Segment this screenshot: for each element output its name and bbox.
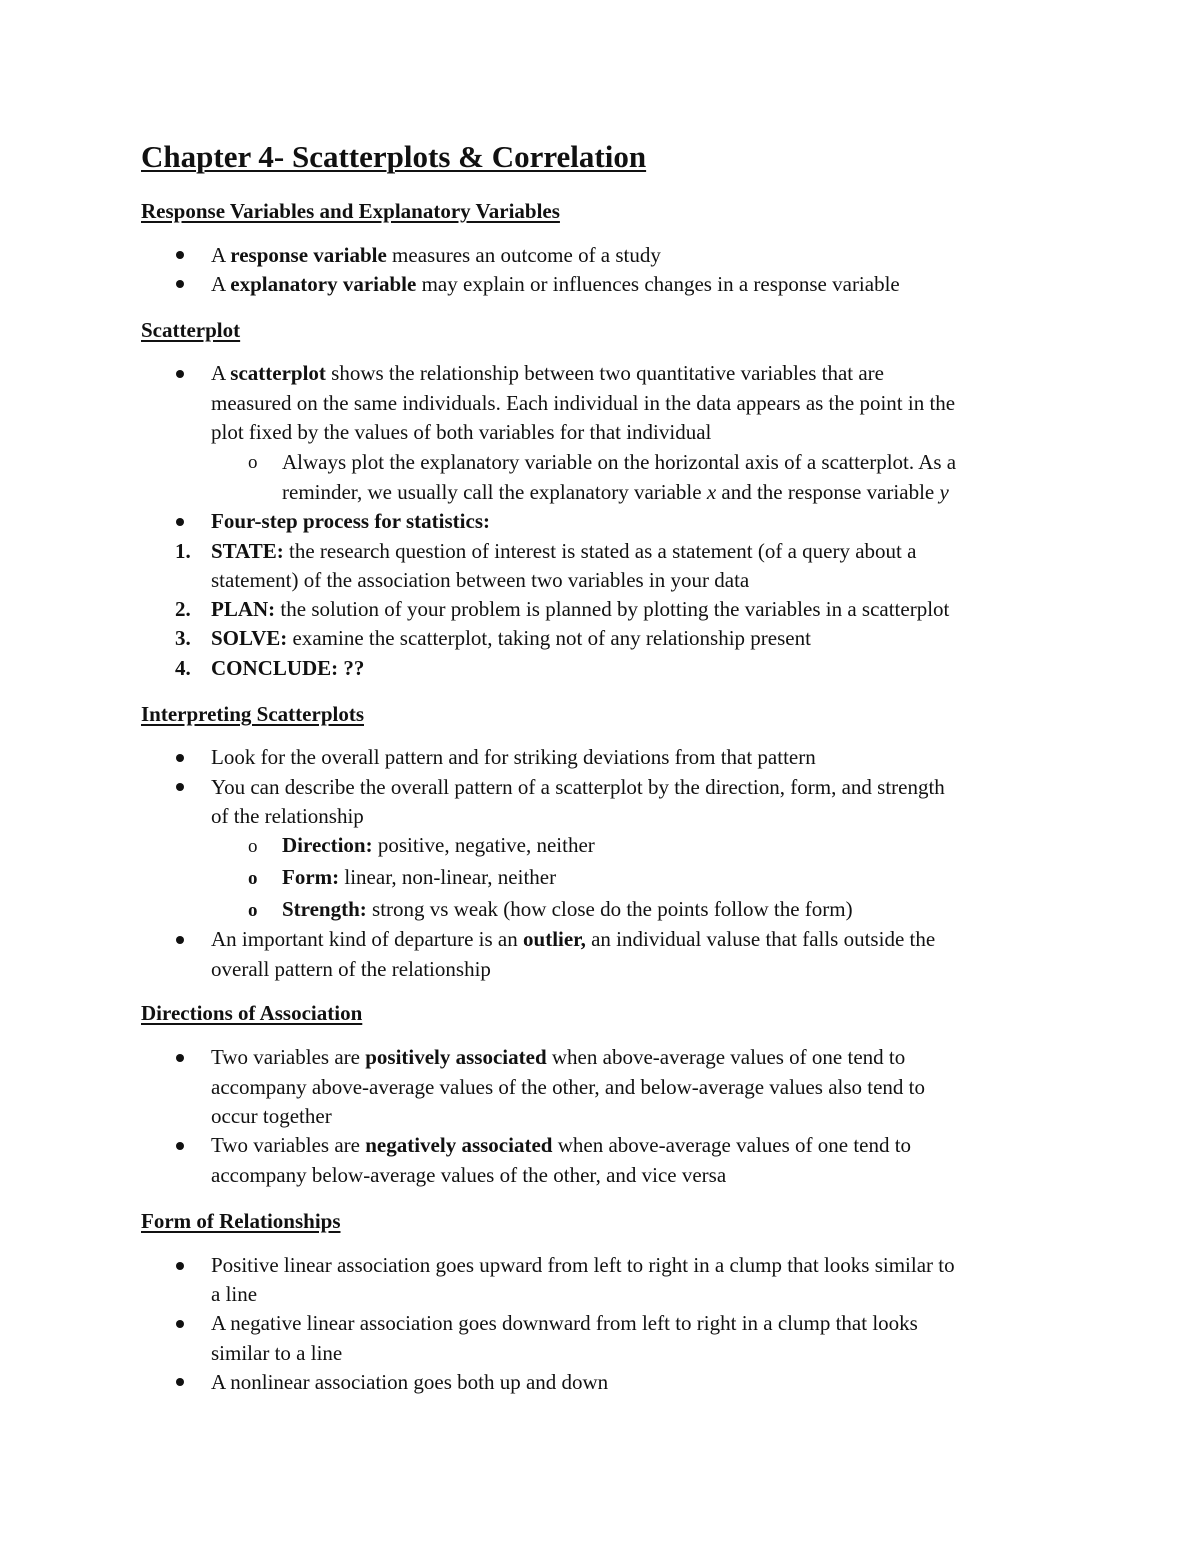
list-item-continuation: of the relationship <box>211 804 364 828</box>
section-heading-form: Form of Relationships <box>141 1209 341 1233</box>
list-item: A response variable measures an outcome of a study <box>211 243 661 267</box>
list-item: A negative linear association goes downward from left to right in a clump that looks <box>211 1311 918 1335</box>
sub-list-item: Direction: positive, negative, neither <box>282 833 595 857</box>
bullet-icon <box>176 1054 184 1062</box>
circle-bullet-icon: o <box>248 836 258 857</box>
list-item: Look for the overall pattern and for striking deviations from that pattern <box>211 745 816 769</box>
list-item: Two variables are positively associated when above-average values of one tend to <box>211 1045 906 1069</box>
step-number: 3. <box>175 626 191 650</box>
bullet-icon <box>176 280 184 288</box>
section-heading-response: Response Variables and Explanatory Variables <box>141 199 560 223</box>
bullet-icon <box>176 936 184 944</box>
bullet-icon <box>176 1142 184 1150</box>
list-item-continuation: similar to a line <box>211 1341 343 1365</box>
list-item: Two variables are negatively associated when above-average values of one tend to <box>211 1133 912 1157</box>
circle-bullet-icon: o <box>248 868 258 889</box>
bullet-icon <box>176 783 184 791</box>
step-item: CONCLUDE: ?? <box>211 656 365 680</box>
list-item-continuation: a line <box>211 1282 258 1306</box>
list-item-continuation: plot fixed by the values of both variables for that individual <box>211 420 712 444</box>
list-item: Four-step process for statistics: <box>211 509 490 533</box>
step-item: SOLVE: examine the scatterplot, taking not of any relationship present <box>211 626 811 650</box>
sub-list-item-continuation: reminder, we usually call the explanatory variable x and the response variable y <box>282 480 949 504</box>
bullet-icon <box>176 518 184 526</box>
bullet-icon <box>176 370 184 378</box>
list-item-continuation: measured on the same individuals. Each individual in the data appears as the point in the <box>211 391 956 415</box>
step-number: 4. <box>175 656 191 680</box>
bullet-icon <box>176 754 184 762</box>
section-heading-directions: Directions of Association <box>141 1001 363 1025</box>
circle-bullet-icon: o <box>248 452 258 473</box>
list-item-continuation: accompany above-average values of the other, and below-average values also tend to <box>211 1075 926 1099</box>
list-item: A explanatory variable may explain or influences changes in a response variable <box>211 272 900 296</box>
step-item: STATE: the research question of interest is stated as a statement (of a query about a <box>211 539 917 563</box>
list-item-continuation: overall pattern of the relationship <box>211 957 491 981</box>
list-item: You can describe the overall pattern of a scatterplot by the direction, form, and strength <box>211 775 945 799</box>
page-title: Chapter 4- Scatterplots & Correlation <box>141 139 647 174</box>
step-number: 2. <box>175 597 191 621</box>
bullet-icon <box>176 1320 184 1328</box>
list-item: A scatterplot shows the relationship between two quantitative variables that are <box>211 361 884 385</box>
list-item: An important kind of departure is an outlier, an individual valuse that falls outside the <box>211 927 936 951</box>
list-item: Positive linear association goes upward from left to right in a clump that looks similar to <box>211 1253 955 1277</box>
section-heading-interpreting: Interpreting Scatterplots <box>141 702 364 726</box>
list-item: A nonlinear association goes both up and down <box>211 1370 609 1394</box>
bullet-icon <box>176 251 184 259</box>
step-number: 1. <box>175 539 191 563</box>
list-item-continuation: occur together <box>211 1104 332 1128</box>
bullet-icon <box>176 1378 184 1386</box>
sub-list-item: Strength: strong vs weak (how close do the points follow the form) <box>282 897 853 921</box>
step-item-continuation: statement) of the association between two variables in your data <box>211 568 750 592</box>
section-heading-scatterplot: Scatterplot <box>141 318 241 342</box>
circle-bullet-icon: o <box>248 900 258 921</box>
list-item-continuation: accompany below-average values of the other, and vice versa <box>211 1163 727 1187</box>
step-item: PLAN: the solution of your problem is planned by plotting the variables in a scatterplot <box>211 597 950 621</box>
sub-list-item: Form: linear, non-linear, neither <box>282 865 557 889</box>
bullet-icon <box>176 1262 184 1270</box>
sub-list-item: Always plot the explanatory variable on the horizontal axis of a scatterplot. As a <box>282 450 957 474</box>
